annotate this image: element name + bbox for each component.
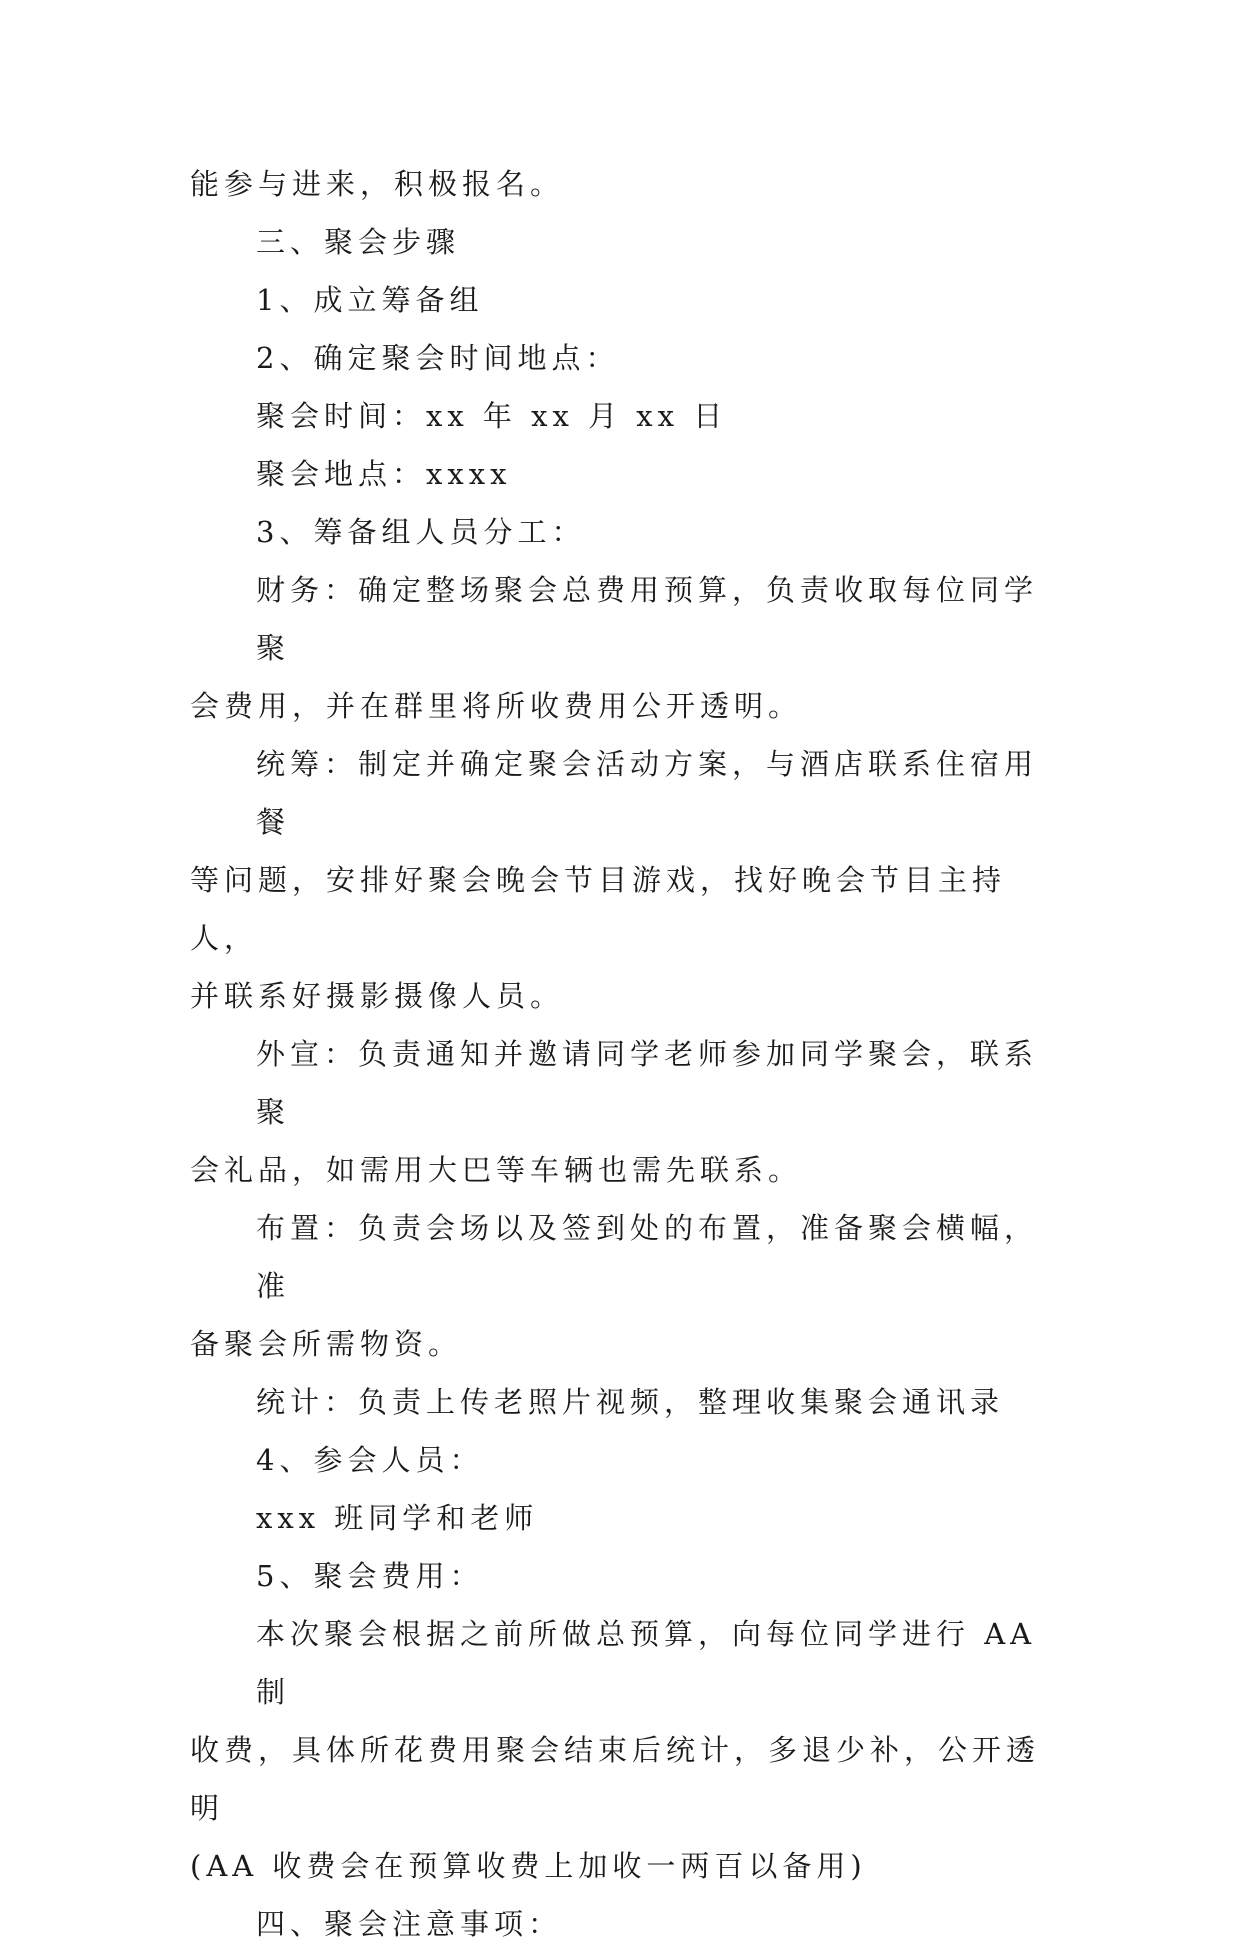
text-line: 会礼品，如需用大巴等车辆也需先联系。 (190, 1153, 803, 1187)
role-coordination (190, 735, 1050, 1025)
text-line: 财务：确定整场聚会总费用预算，负责收取每位同学聚 (256, 573, 1039, 665)
gathering-location (190, 445, 1050, 503)
text-line: 2、确定聚会时间地点： (256, 341, 620, 375)
section-heading-steps (190, 213, 1050, 271)
text-line: xxx 班同学和老师 (256, 1501, 539, 1535)
text-line: 布置：负责会场以及签到处的布置，准备聚会横幅，准 (256, 1211, 1039, 1303)
role-finance (190, 561, 1050, 735)
role-outreach (190, 1025, 1050, 1199)
role-decoration (190, 1199, 1050, 1373)
step-2 (190, 329, 1050, 387)
text-line: 1、成立筹备组 (256, 283, 484, 317)
text-line: 聚会时间：xx 年 xx 月 xx 日 (256, 399, 728, 433)
text-line: 三、聚会步骤 (256, 225, 461, 259)
step-1 (190, 271, 1050, 329)
attendees (190, 1489, 1050, 1547)
text-line: 统计：负责上传老照片视频，整理收集聚会通讯录 (256, 1385, 1005, 1419)
text-line: 收费，具体所花费用聚会结束后统计，多退少补，公开透明 (190, 1733, 1041, 1825)
paragraph-continuation (190, 155, 1050, 213)
text-line: 3、筹备组人员分工： (256, 515, 586, 549)
step-5 (190, 1547, 1050, 1605)
text-line: 外宣：负责通知并邀请同学老师参加同学聚会，联系聚 (256, 1037, 1039, 1129)
gathering-time (190, 387, 1050, 445)
text-line: 等问题，安排好聚会晚会节目游戏，找好晚会节目主持人， (190, 863, 1007, 955)
text-line: 统筹：制定并确定聚会活动方案，与酒店联系住宿用餐 (256, 747, 1039, 839)
text-line: 会费用，并在群里将所收费用公开透明。 (190, 689, 803, 723)
text-line: 4、参会人员： (256, 1443, 484, 1477)
document-body (190, 155, 1050, 1953)
text-line: 备聚会所需物资。 (190, 1327, 463, 1361)
step-4 (190, 1431, 1050, 1489)
text-line: 聚会地点：xxxx (256, 457, 512, 491)
text-line: 四、聚会注意事项： (256, 1907, 563, 1941)
text-line: 5、聚会费用： (256, 1559, 484, 1593)
text-line: 并联系好摄影摄像人员。 (190, 979, 565, 1013)
role-statistics (190, 1373, 1050, 1431)
text-line: (AA 收费会在预算收费上加收一两百以备用) (190, 1849, 867, 1883)
step-3 (190, 503, 1050, 561)
section-heading-notes (190, 1895, 1050, 1953)
text-line: 本次聚会根据之前所做总预算，向每位同学进行 AA 制 (256, 1617, 1037, 1709)
fee-description (190, 1605, 1050, 1895)
text-line: 能参与进来，积极报名。 (190, 167, 565, 201)
